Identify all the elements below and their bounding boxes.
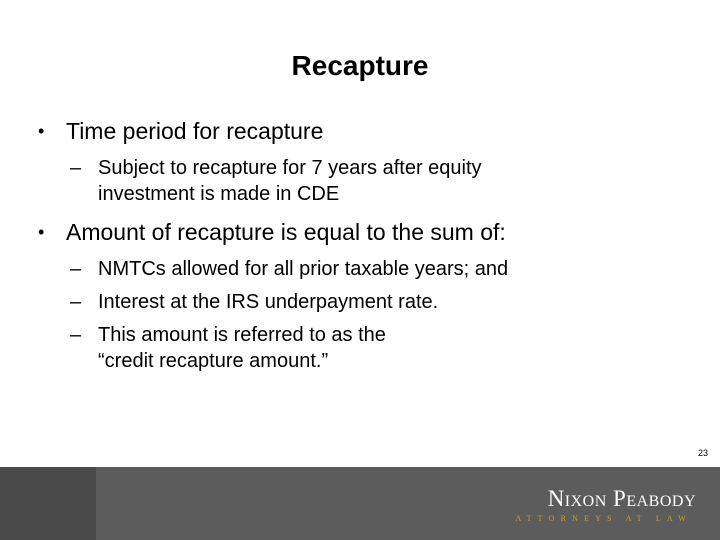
sub-item-text: investment is made in CDE: [98, 183, 340, 205]
sub-item-text: Interest at the IRS underpayment rate.: [98, 291, 439, 313]
firm-logo-tagline: ATTORNEYS AT LAW: [515, 514, 692, 523]
bullet-text: Time period for recapture: [66, 118, 324, 144]
firm-logo-name: Nixon Peabody: [547, 486, 696, 511]
footer-bar: [0, 467, 720, 540]
sub-item-text: NMTCs allowed for all prior taxable years; and: [98, 258, 509, 280]
footer-shade: [0, 467, 96, 540]
slide-title: Recapture: [291, 50, 429, 81]
sub-item-text: This amount is referred to as the: [98, 324, 386, 346]
bullet-text: Amount of recapture is equal to the sum of:: [66, 219, 506, 245]
bullet-marker: •: [38, 222, 45, 242]
dash-marker: –: [70, 324, 82, 346]
sub-item-text: “credit recapture amount.”: [98, 350, 329, 372]
dash-marker: –: [70, 291, 82, 313]
dash-marker: –: [70, 258, 82, 280]
page-number: 23: [697, 448, 708, 458]
sub-item-text: Subject to recapture for 7 years after equity: [98, 157, 482, 179]
dash-marker: –: [70, 157, 82, 179]
bullet-marker: •: [38, 121, 45, 141]
